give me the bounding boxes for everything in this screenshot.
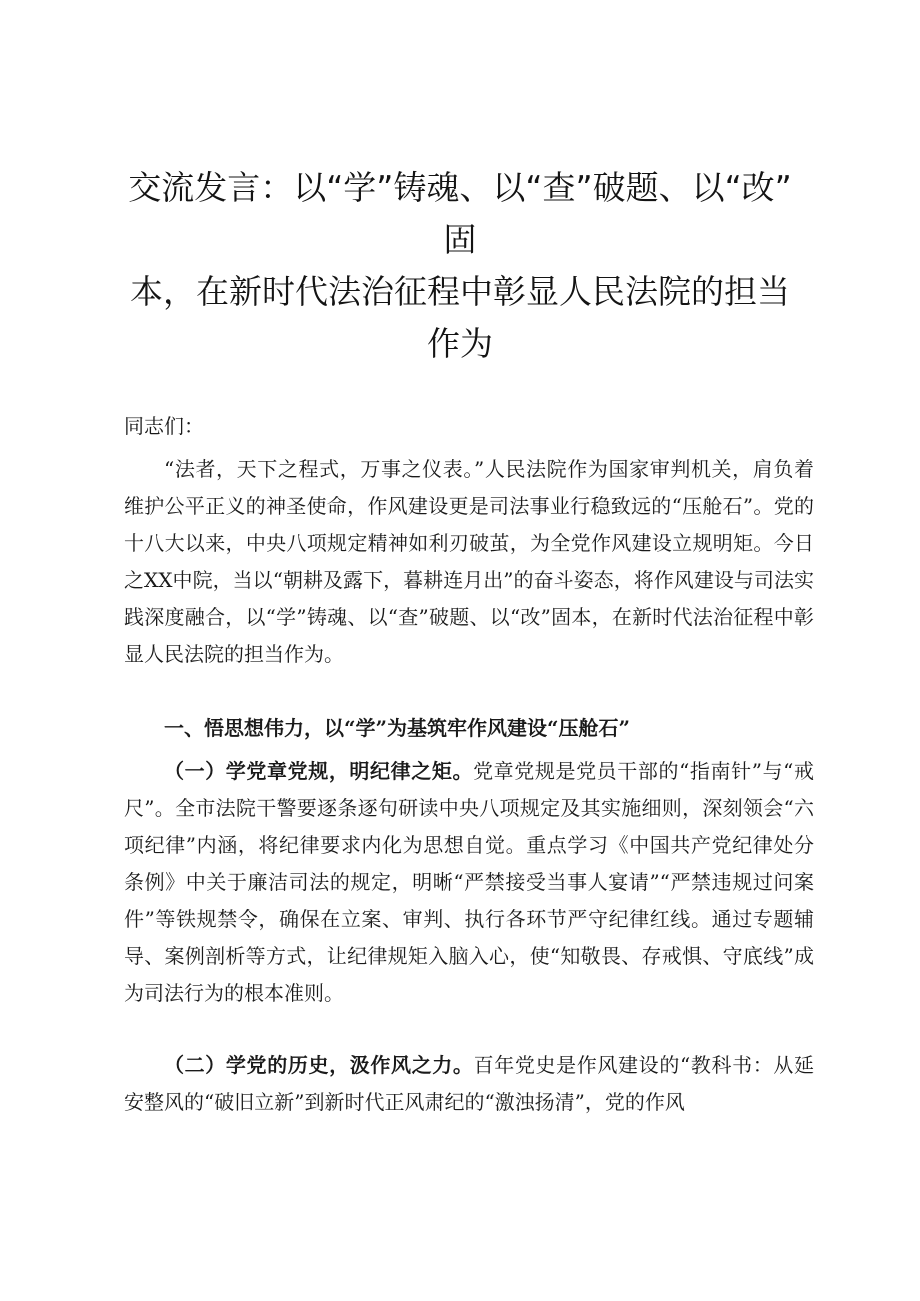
section-heading-1: 一、悟思想伟力，以“学”为基筑牢作风建设“压舱石”	[164, 716, 631, 740]
subsection-2-text: 百年党史是作风建设的“教科书：从延安整风的“破旧立新”到新时代正风肃纪的“激浊扬清”，党的作风	[124, 1053, 815, 1114]
subsection-2-paragraph	[124, 1047, 814, 1121]
subsection-1-text: 党章党规是党员干部的“指南针”与“戒尺”。全市法院干警要逐条逐句研读中央八项规定及其实施细则，深刻领会“六项纪律”内涵，将纪律要求内化为思想自觉。重点学习《中国共产党纪律处分条例》中关于廉洁司法的规定，明晰“严禁接受当事人宴请”“严禁违规过问案件”等铁规禁令，确保在立案、审判、执行各环节严守纪律红线。通过专题辅导、案例剖析等方式，让纪律规矩入脑入心，使“知敬畏、存戒惧、守底线”成为司法行为的根本准则。	[124, 759, 814, 1005]
subsection-1-paragraph	[124, 753, 814, 1012]
intro-paragraph: “法者，天下之程式，万事之仪表。”人民法院作为国家审判机关，肩负着维护公平正义的神圣使命，作风建设更是司法事业行稳致远的“压舱石”。党的十八大以来，中央八项规定精神如利刃破茧，为全党作风建设立规明矩。今日之XX中院，当以“朝耕及露下，暮耕连月出”的奋斗姿态，将作风建设与司法实践深度融合，以“学”铸魂、以“查”破题、以“改”固本，在新时代法治征程中彰显人民法院的担当作为。	[124, 457, 814, 666]
document-title-line-3: 本，在新时代法治征程中彰显人民法院的担当	[130, 272, 790, 311]
document-title-line-4: 作为	[427, 324, 493, 363]
subsection-1-lead: （一）学党章党规，明纪律之矩。	[164, 759, 474, 783]
document-title-line-2: 固	[443, 220, 477, 259]
greeting: 同志们：	[124, 414, 204, 438]
document-title-line-1: 交流发言：以“学”铸魂、以“查”破题、以“改”	[128, 168, 792, 207]
subsection-2-lead: （二）学党的历史，汲作风之力。	[164, 1053, 474, 1077]
